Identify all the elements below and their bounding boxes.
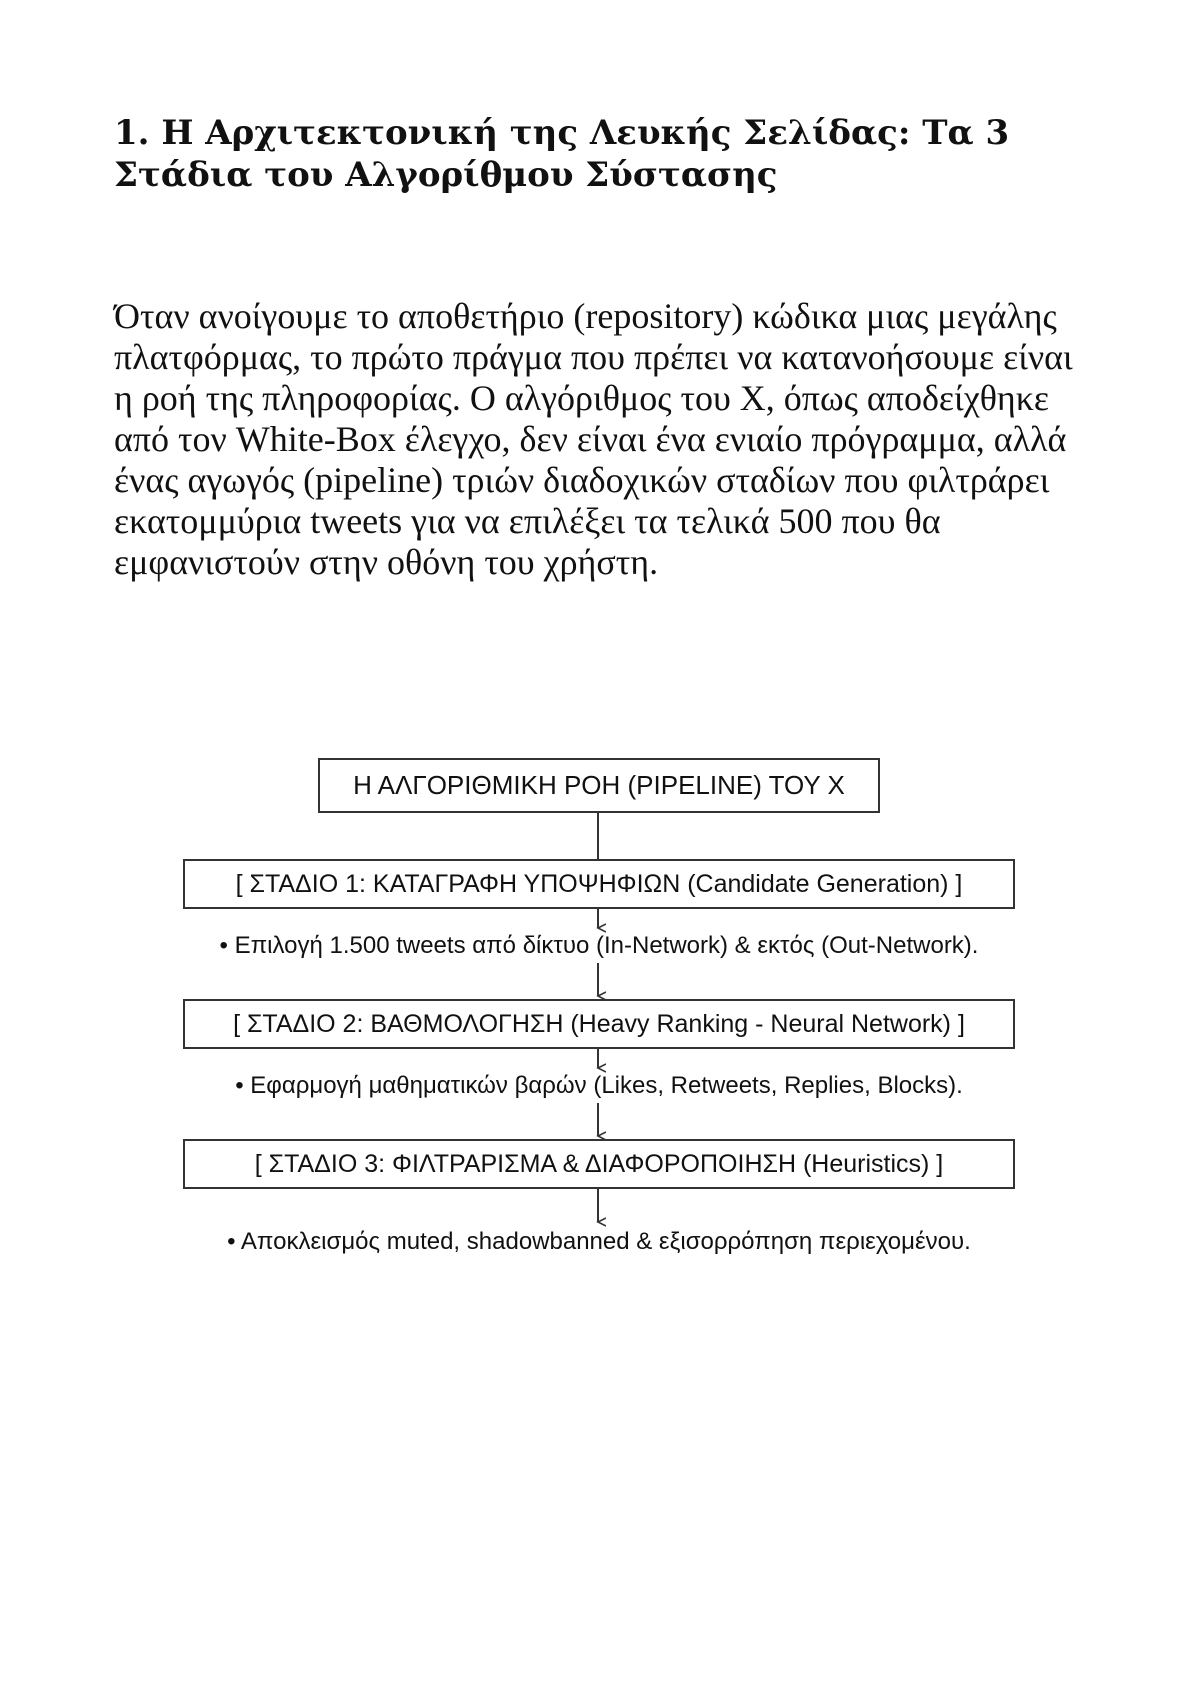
stage-2-note: • Εφαρμογή μαθηματικών βαρών (Likes, Retweets, Replies, Blocks). [235,1072,963,1099]
section-heading: 1. Η Αρχιτεκτονική της Λευκής Σελίδας: Τα 3 Στάδια του Αλγορίθμου Σύστασης [114,113,1010,195]
stage-1-box: [ ΣΤΑΔΙΟ 1: ΚΑΤΑΓΡΑΦΗ ΥΠΟΨΗΦΙΩΝ (Candidate Generation) ] [183,859,1015,909]
stage-3-box: [ ΣΤΑΔΙΟ 3: ΦΙΛΤΡΑΡΙΣΜΑ & ΔΙΑΦΟΡΟΠΟΙΗΣΗ (Heuristics) ] [183,1139,1015,1189]
stage-3-note: • Αποκλεισμός muted, shadowbanned & εξισορρόπηση περιεχομένου. [227,1228,971,1255]
stage-2-box: [ ΣΤΑΔΙΟ 2: ΒΑΘΜΟΛΟΓΗΣΗ (Heavy Ranking - Neural Network) ] [183,999,1015,1049]
body-paragraph: Όταν ανοίγουμε το αποθετήριο (repository) κώδικα μιας μεγάλης πλατφόρμας, το πρώτο πράγμα που πρέπει να κατανοήσουμε είναι η ροή της πληροφορίας. Ο αλγόριθμος του Χ, όπως αποδείχθηκε από τον White-Box έλεγχο, δεν είναι ένα ενιαίο πρόγραμμα, αλλά ένας αγωγός (pipeline) τριών διαδοχικών σταδίων που φιλτράρει εκατομμύρια tweets για να επιλέξει τα τελικά 500 που θα εμφανιστούν στην οθόνη του χρήστη. [114,296,1073,582]
diagram-title-box: Η ΑΛΓΟΡΙΘΜΙΚΗ ΡΟΗ (PIPELINE) ΤΟΥ Χ [318,758,880,813]
stage-1-note: • Επιλογή 1.500 tweets από δίκτυο (In-Network) & εκτός (Out-Network). [219,932,979,959]
